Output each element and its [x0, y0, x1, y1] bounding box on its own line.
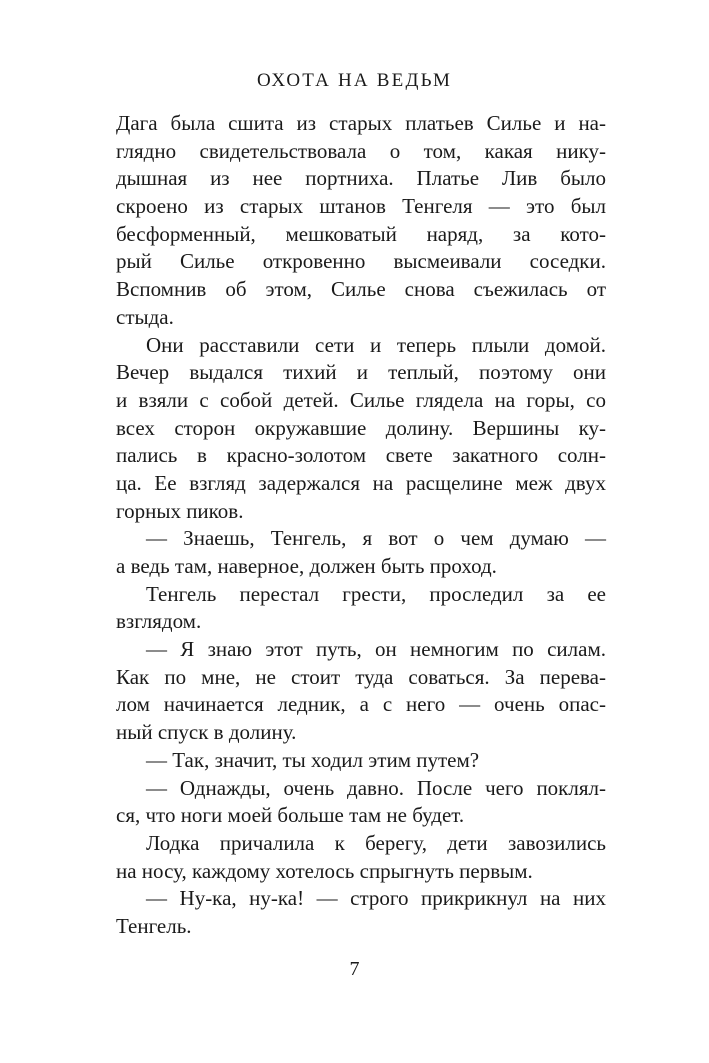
text-line: — Я знаю этот путь, он немногим по силам. [146, 637, 606, 662]
text-line: ный спуск в долину. [116, 720, 297, 745]
page-number: 7 [349, 958, 360, 980]
text-line: ца. Ее взгляд задержался на расщелине меж двух [116, 470, 606, 495]
text-line: Они расставили сети и теперь плыли домой. [146, 332, 606, 357]
text-line: скроено из старых штанов Тенгеля — это был [116, 194, 606, 219]
text-line: Как по мне, не стоит туда соваться. За перева- [116, 664, 606, 689]
text-line: — Так, значит, ты ходил этим путем? [146, 747, 480, 772]
text-line: Вечер выдался тихий и теплый, поэтому они [116, 360, 606, 385]
text-line: на носу, каждому хотелось спрыгнуть первым. [116, 858, 533, 883]
text-line: всех сторон окружавшие долину. Вершины ку- [116, 415, 606, 440]
text-line: — Однажды, очень давно. После чего поклял- [146, 775, 606, 800]
text-line: бесформенный, мешковатый наряд, за кото- [116, 221, 606, 246]
running-head-title: ОХОТА НА ВЕДЬМ [256, 70, 453, 91]
text-line: — Знаешь, Тенгель, я вот о чем думаю — [146, 526, 606, 551]
text-line: Тенгель перестал грести, проследил за ее [146, 581, 606, 606]
text-line: горных пиков. [116, 498, 244, 523]
text-line: Вспомнив об этом, Силье снова съежилась от [116, 277, 606, 302]
text-line: Дага была сшита из старых платьев Силье и на- [116, 111, 606, 135]
text-line: взглядом. [116, 609, 202, 634]
text-line: а ведь там, наверное, должен быть проход. [116, 554, 497, 578]
text-line: глядно свидетельствовала о том, какая нику- [116, 138, 606, 163]
body-text [116, 110, 606, 941]
text-line: Лодка причалила к берегу, дети завозились [146, 830, 606, 855]
text-line: пались в красно-золотом свете закатного солн- [116, 443, 606, 468]
text-line: стыда. [116, 304, 174, 329]
text-line: ся, что ноги моей больше там не будет. [116, 803, 465, 828]
text-line: дышная из нее портниха. Платье Лив было [116, 166, 606, 191]
text-line: Тенгель. [116, 913, 192, 938]
text-line: лом начинается ледник, а с него — очень опас- [116, 692, 606, 717]
text-line: рый Силье откровенно высмеивали соседки. [116, 249, 606, 274]
text-line: и взяли с собой детей. Силье глядела на горы, со [116, 387, 606, 412]
text-line: — Ну-ка, ну-ка! — строго прикрикнул на них [146, 886, 606, 911]
